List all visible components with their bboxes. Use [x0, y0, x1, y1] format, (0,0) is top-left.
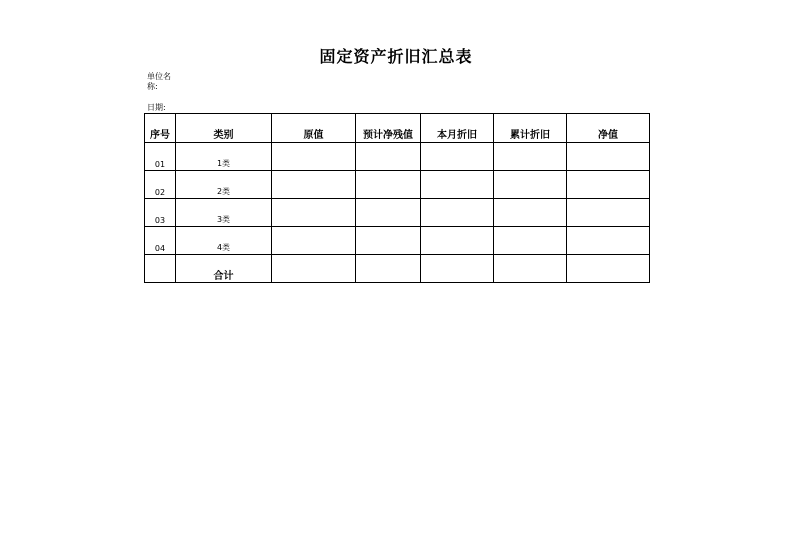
- cell-month-depreciation[interactable]: [421, 143, 494, 171]
- cell-net-value[interactable]: [567, 143, 650, 171]
- cell-accumulated-depreciation[interactable]: [494, 199, 567, 227]
- depreciation-summary-table: [144, 113, 650, 283]
- header-cell-no: 序号: [145, 114, 176, 143]
- cell-residual-value[interactable]: [356, 143, 421, 171]
- cell-total-month-depreciation[interactable]: [421, 255, 494, 283]
- header-cell-category: 类别: [176, 114, 272, 143]
- table-row: [145, 227, 650, 255]
- cell-month-depreciation[interactable]: [421, 227, 494, 255]
- unit-name-label: [147, 72, 171, 92]
- cell-total-original-value[interactable]: [272, 255, 356, 283]
- cell-category[interactable]: 2类: [176, 171, 272, 199]
- cell-residual-value[interactable]: [356, 171, 421, 199]
- cell-accumulated-depreciation[interactable]: [494, 227, 567, 255]
- cell-original-value[interactable]: [272, 143, 356, 171]
- cell-category[interactable]: 3类: [176, 199, 272, 227]
- table-total-row: [145, 255, 650, 283]
- cell-net-value[interactable]: [567, 227, 650, 255]
- cell-accumulated-depreciation[interactable]: [494, 143, 567, 171]
- cell-total-no[interactable]: [145, 255, 176, 283]
- header-cell-original-value: 原值: [272, 114, 356, 143]
- header-cell-net-value: 净值: [567, 114, 650, 143]
- cell-residual-value[interactable]: [356, 227, 421, 255]
- cell-category[interactable]: 4类: [176, 227, 272, 255]
- cell-net-value[interactable]: [567, 171, 650, 199]
- cell-month-depreciation[interactable]: [421, 171, 494, 199]
- table-header-row: [145, 114, 650, 143]
- cell-no[interactable]: 04: [145, 227, 176, 255]
- cell-total-label[interactable]: 合计: [176, 255, 272, 283]
- cell-total-accumulated-depreciation[interactable]: [494, 255, 567, 283]
- table-row: [145, 171, 650, 199]
- cell-original-value[interactable]: [272, 171, 356, 199]
- header-cell-accumulated-depreciation: 累计折旧: [494, 114, 567, 143]
- cell-accumulated-depreciation[interactable]: [494, 171, 567, 199]
- cell-category[interactable]: 1类: [176, 143, 272, 171]
- unit-name-label-text: 单位名称:: [147, 72, 171, 91]
- cell-original-value[interactable]: [272, 199, 356, 227]
- cell-no[interactable]: 02: [145, 171, 176, 199]
- header-cell-residual-value: 预计净残值: [356, 114, 421, 143]
- cell-total-net-value[interactable]: [567, 255, 650, 283]
- cell-month-depreciation[interactable]: [421, 199, 494, 227]
- cell-net-value[interactable]: [567, 199, 650, 227]
- cell-original-value[interactable]: [272, 227, 356, 255]
- header-cell-month-depreciation: 本月折旧: [421, 114, 494, 143]
- cell-no[interactable]: 01: [145, 143, 176, 171]
- page-title: 固定资产折旧汇总表: [319, 47, 473, 66]
- cell-no[interactable]: 03: [145, 199, 176, 227]
- cell-residual-value[interactable]: [356, 199, 421, 227]
- cell-total-residual-value[interactable]: [356, 255, 421, 283]
- date-label: 日期:: [147, 103, 166, 112]
- table-row: [145, 143, 650, 171]
- table-row: [145, 199, 650, 227]
